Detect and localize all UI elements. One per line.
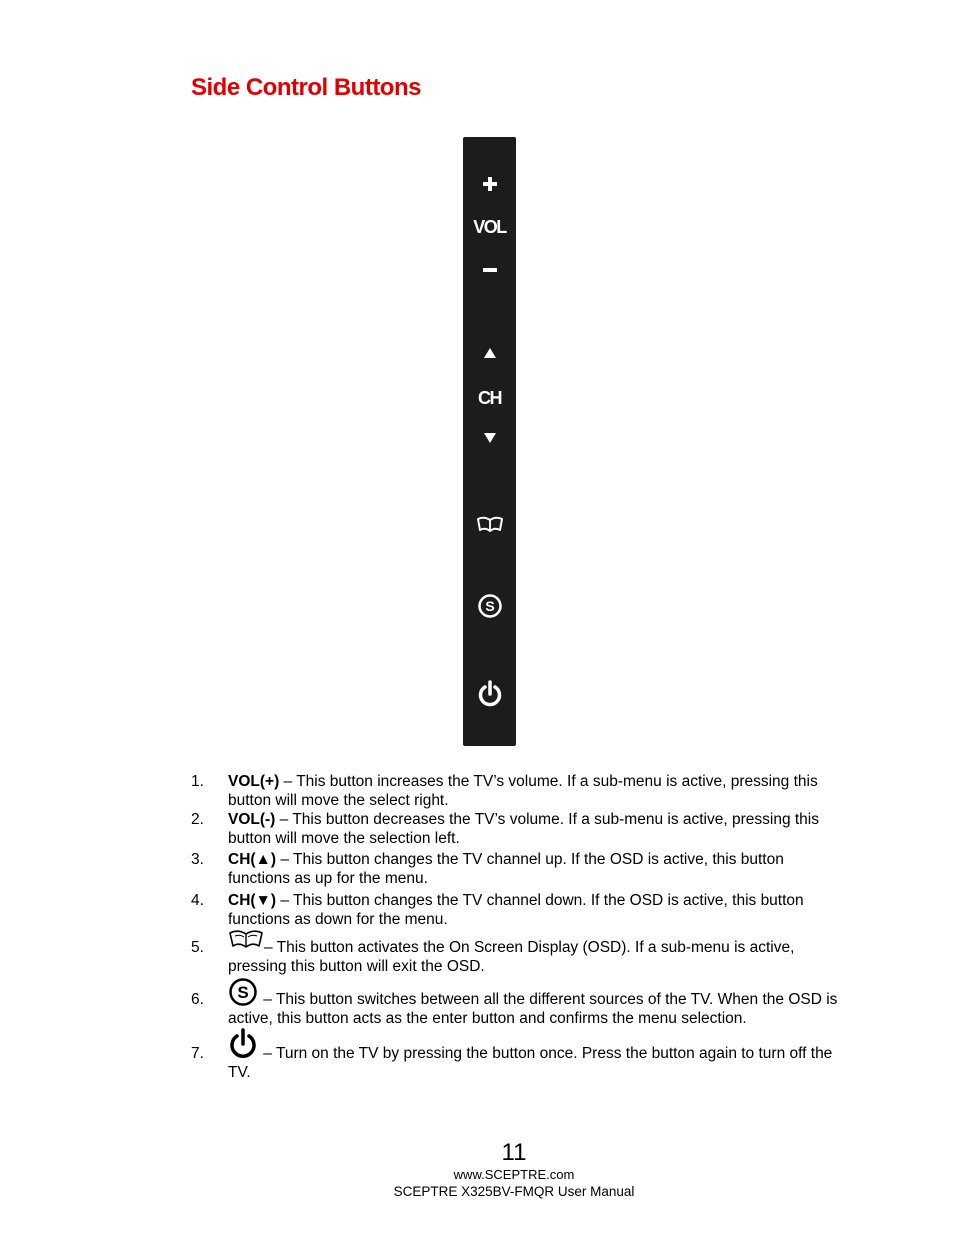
page-title: Side Control Buttons [191, 74, 421, 101]
item-label: CH(▲) [228, 851, 277, 868]
item-text: – This button increases the TV’s volume. If a sub-menu is active, pressing this button will move the select right. [228, 773, 818, 809]
plus-icon [463, 175, 516, 193]
book-icon [228, 928, 264, 955]
item-text: – This button switches between all the different sources of the TV. When the OSD is active, this button acts as the enter button and confirms the menu selection. [228, 991, 838, 1027]
item-number: 4. [191, 892, 204, 909]
down-triangle-icon [463, 432, 516, 444]
ch-label: CH [478, 387, 501, 408]
page-number: 11 [501, 1139, 527, 1166]
item-number: 7. [191, 1045, 204, 1062]
item-number: 6. [191, 991, 204, 1008]
item-label: VOL(+) [228, 773, 280, 790]
vol-label: VOL [473, 216, 506, 237]
item-text: – Turn on the TV by pressing the button once. Press the button again to turn off the TV. [228, 1045, 833, 1081]
power-icon [463, 680, 516, 708]
side-control-panel [463, 137, 516, 746]
website-link: www.SCEPTRE.com [453, 1167, 575, 1182]
up-triangle-icon [463, 347, 516, 359]
item-text: – This button changes the TV channel up. If the OSD is active, this button functions as up for the menu. [228, 851, 784, 887]
item-number: 3. [191, 851, 204, 868]
item-number: 5. [191, 939, 204, 956]
svg-text:S: S [237, 983, 249, 1002]
item-label: VOL(-) [228, 811, 276, 828]
source-icon [228, 977, 258, 1012]
manual-name: SCEPTRE X325BV-FMQR User Manual [393, 1184, 635, 1199]
item-number: 2. [191, 811, 204, 828]
svg-text:S: S [484, 598, 495, 614]
source-icon [463, 593, 516, 619]
power-icon [228, 1028, 258, 1065]
item-label: CH(▼) [228, 892, 277, 909]
item-text: – This button changes the TV channel down. If the OSD is active, this button functions as down for the menu. [228, 892, 804, 928]
item-text: – This button activates the On Screen Display (OSD). If a sub-menu is active, pressing this button will exit the OSD. [228, 939, 795, 975]
item-number: 1. [191, 773, 204, 790]
book-icon [463, 514, 516, 534]
item-text: – This button decreases the TV’s volume. If a sub-menu is active, pressing this button will move the selection left. [228, 811, 819, 847]
minus-icon [463, 264, 516, 276]
